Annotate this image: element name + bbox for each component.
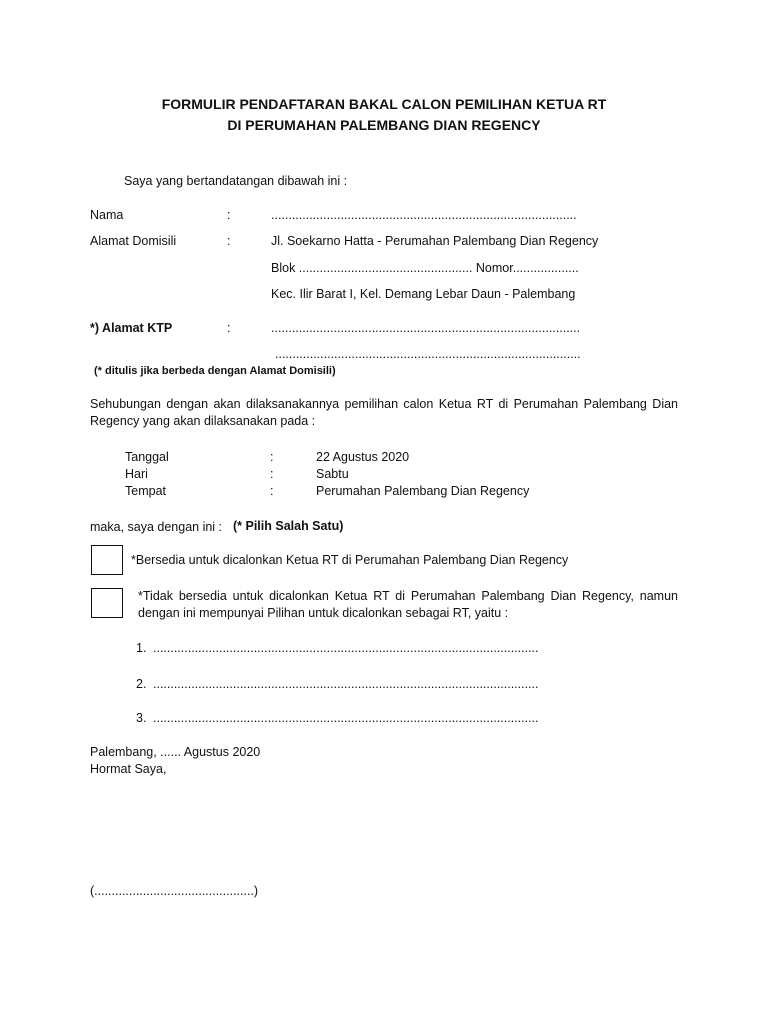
colon: : <box>270 467 274 481</box>
alamat-ktp-field-1[interactable]: ......................................................................................... <box>271 321 581 335</box>
schedule-value-tempat: Perumahan Palembang Dian Regency <box>316 484 530 498</box>
candidate-number: 3. <box>136 711 147 725</box>
schedule-label-tempat: Tempat <box>125 484 166 498</box>
regards: Hormat Saya, <box>90 762 167 776</box>
schedule-label-hari: Hari <box>125 467 148 481</box>
choice-hint: (* Pilih Salah Satu) <box>233 519 344 533</box>
candidate-field-3[interactable]: ............................................................................................................... <box>153 711 539 725</box>
candidate-field-2[interactable]: ............................................................................................................... <box>153 677 539 691</box>
colon: : <box>227 321 231 335</box>
place-date: Palembang, ...... Agustus 2020 <box>90 745 261 759</box>
alamat-ktp-note: (* ditulis jika berbeda dengan Alamat Domisili) <box>94 365 336 377</box>
colon: : <box>270 450 274 464</box>
intro-text: Saya yang bertandatangan dibawah ini : <box>124 174 348 188</box>
alamat-domisili-blok-field[interactable]: Blok .................................................. Nomor................... <box>271 261 579 275</box>
choice-lead: maka, saya dengan ini : <box>90 520 223 534</box>
nama-field[interactable]: ........................................................................................ <box>271 208 577 222</box>
candidate-field-1[interactable]: ............................................................................................................... <box>153 641 539 655</box>
alamat-domisili-line1: Jl. Soekarno Hatta - Perumahan Palembang Dian Regency <box>271 234 599 248</box>
alamat-domisili-line3: Kec. Ilir Barat I, Kel. Demang Lebar Daun - Palembang <box>271 287 576 301</box>
option-bersedia-checkbox[interactable] <box>91 545 123 575</box>
signature-line[interactable]: (..............................................) <box>90 884 259 898</box>
candidate-number: 2. <box>136 677 147 691</box>
form-title-line2: DI PERUMAHAN PALEMBANG DIAN REGENCY <box>227 117 541 133</box>
option-bersedia-label: *Bersedia untuk dicalonkan Ketua RT di Perumahan Palembang Dian Regency <box>131 553 569 567</box>
option-tidak-bersedia-checkbox[interactable] <box>91 588 123 618</box>
colon: : <box>227 208 231 222</box>
schedule-value-tanggal: 22 Agustus 2020 <box>316 450 410 464</box>
colon: : <box>227 234 231 248</box>
colon: : <box>270 484 274 498</box>
label-alamat-ktp: *) Alamat KTP <box>90 321 173 335</box>
alamat-ktp-field-2[interactable]: ........................................................................................ <box>275 347 581 361</box>
announcement-paragraph: Sehubungan dengan akan dilaksanakannya pemilihan calon Ketua RT di Perumahan Palembang Dian Regency yang akan dilaksanakan pada : <box>90 397 678 428</box>
schedule-label-tanggal: Tanggal <box>125 450 169 464</box>
candidate-number: 1. <box>136 641 147 655</box>
label-nama: Nama <box>90 208 124 222</box>
option-tidak-bersedia-label: *Tidak bersedia untuk dicalonkan Ketua RT di Perumahan Palembang Dian Regency, namun dengan ini mempunyai Pilihan untuk dicalonkan sebagai RT, yaitu : <box>138 589 678 620</box>
schedule-value-hari: Sabtu <box>316 467 349 481</box>
label-alamat-domisili: Alamat Domisili <box>90 234 177 248</box>
form-title-line1: FORMULIR PENDAFTARAN BAKAL CALON PEMILIHAN KETUA RT <box>161 96 607 112</box>
